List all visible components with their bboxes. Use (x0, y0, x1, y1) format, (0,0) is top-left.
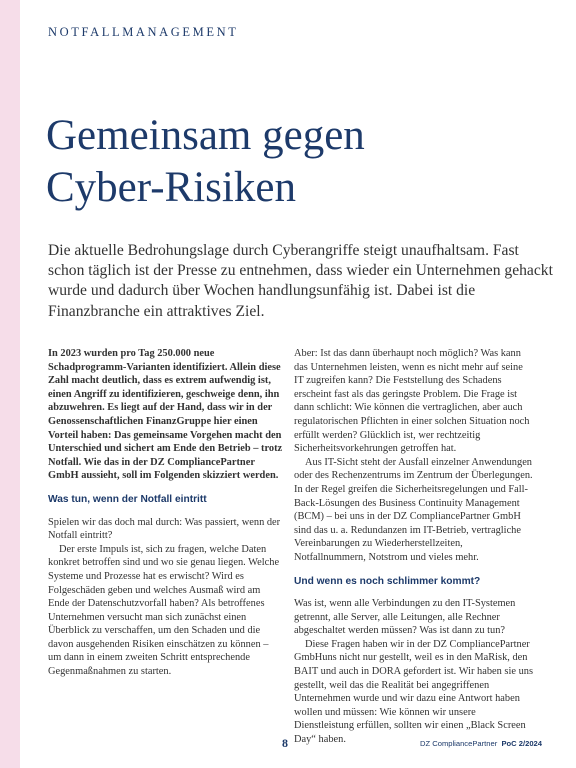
section-label: NOTFALLMANAGEMENT (48, 25, 239, 39)
body-paragraph: Diese Fragen haben wir in der DZ CompliancePartner GmbHuns nicht nur gestellt, weil es in den MaRisk, den BAIT und auch in DORA gefordert ist. Wir haben sie uns gestellt, weil das die Realität bei angegriffenen Unternehmen wurde und wir dazu eine Antwort haben wollen und müssen: Wie können wir unsere Dienstleistung erfüllen, sollten wir einen „Black Screen Day“ haben. (294, 638, 534, 746)
page-number: 8 (282, 736, 288, 750)
lead-paragraph: In 2023 wurden pro Tag 250.000 neue Schadprogramm-Varianten identifiziert. Allein diese Zahl macht deutlich, dass es extrem aufwendig ist, einen Angriff zu identifizieren, geschweige denn, ihn abzuwehren. Es liegt auf der Hand, dass wir in der Genossenschaftlichen FinanzGruppe hier einen Vorteil haben: Das gemeinsame Vorgehen macht den Unterschied und sichert am Ende den Betrieb – trotz Notfall. Wie das in der DZ CompliancePartner GmbH aussieht, soll im Folgenden skizziert werden. (48, 348, 283, 482)
page-title-line-2: Cyber-Risiken (46, 164, 296, 211)
body-paragraph: Der erste Impuls ist, sich zu fragen, welche Daten konkret betroffen sind und wo sie genau liegen. Welche Systeme und Prozesse hat es erwischt? Wird es Folgeschäden geben und welches Ausmaß wird am Ende der Datenschutzvorfall haben? Als betroffenes Unternehmen versucht man sich zunächst einen Überblick zu verschaffen, um den Schaden und die davon ausgehenden Risiken einschätzen zu können – um dann in einem zweiten Schritt entsprechende Gegenmaßnahmen zu starten. (48, 543, 280, 678)
body-paragraph: Spielen wir das doch mal durch: Was passiert, wenn der Notfall eintritt? (48, 516, 281, 542)
body-paragraph: Was ist, wenn alle Verbindungen zu den IT-Systemen getrennt, alle Server, alle Leitungen, alle Rechner abgeschaltet werden müssen? Was ist dann zu tun? (294, 598, 516, 637)
page-title (46, 110, 546, 214)
publisher-name: DZ CompliancePartner (420, 739, 498, 748)
footer-publication (420, 739, 542, 748)
subheading-schlimmer: Und wenn es noch schlimmer kommt? (294, 575, 481, 587)
body-paragraph: Aber: Ist das dann überhaupt noch möglich? Was kann das Unternehmen leisten, wenn es nicht mehr auf seine IT zugreifen kann? Die Feststellung des Schadens erscheint fast als das geringste Problem. Die Frage ist dann schlicht: Wie können die vertraglichen, aber auch regulatorischen Pflichten in einer solchen Situation noch erfüllt werden? Glücklich ist, wer rechtzeitig Sicherheitsvorkehrungen getroffen hat. (294, 348, 530, 455)
body-paragraph: Aus IT-Sicht steht der Ausfall einzelner Anwendungen oder des Rechenzentrums im Zentrum der Überlegungen. In der Regel greifen die Sicherheitsregelungen und Fall-Back-Lösungen des Business Continuity Management (BCM) – bei uns in der DZ CompliancePartner GmbH sind das u. a. Redundanzen im IT-Betrieb, vertragliche Vereinbarungen zu Wiederherstellzeiten, Notfallnummern, Notstrom und vieles mehr. (294, 456, 533, 563)
side-color-strip (0, 0, 20, 768)
left-column (48, 347, 284, 679)
right-column (294, 347, 534, 747)
issue-label: PoC 2/2024 (501, 739, 542, 748)
subheading-notfall: Was tun, wenn der Notfall eintritt (48, 493, 207, 505)
page-title-line-1: Gemeinsam gegen (46, 112, 365, 159)
intro-paragraph: Die aktuelle Bedrohungslage durch Cyberangriffe steigt unaufhaltsam. Fast schon täglich ist der Presse zu entnehmen, dass wieder ein Unternehmen gehackt wurde und dadurch über Wochen handlungsunfähig ist. Dabei ist die Finanzbranche ein attraktives Ziel. (48, 242, 553, 320)
